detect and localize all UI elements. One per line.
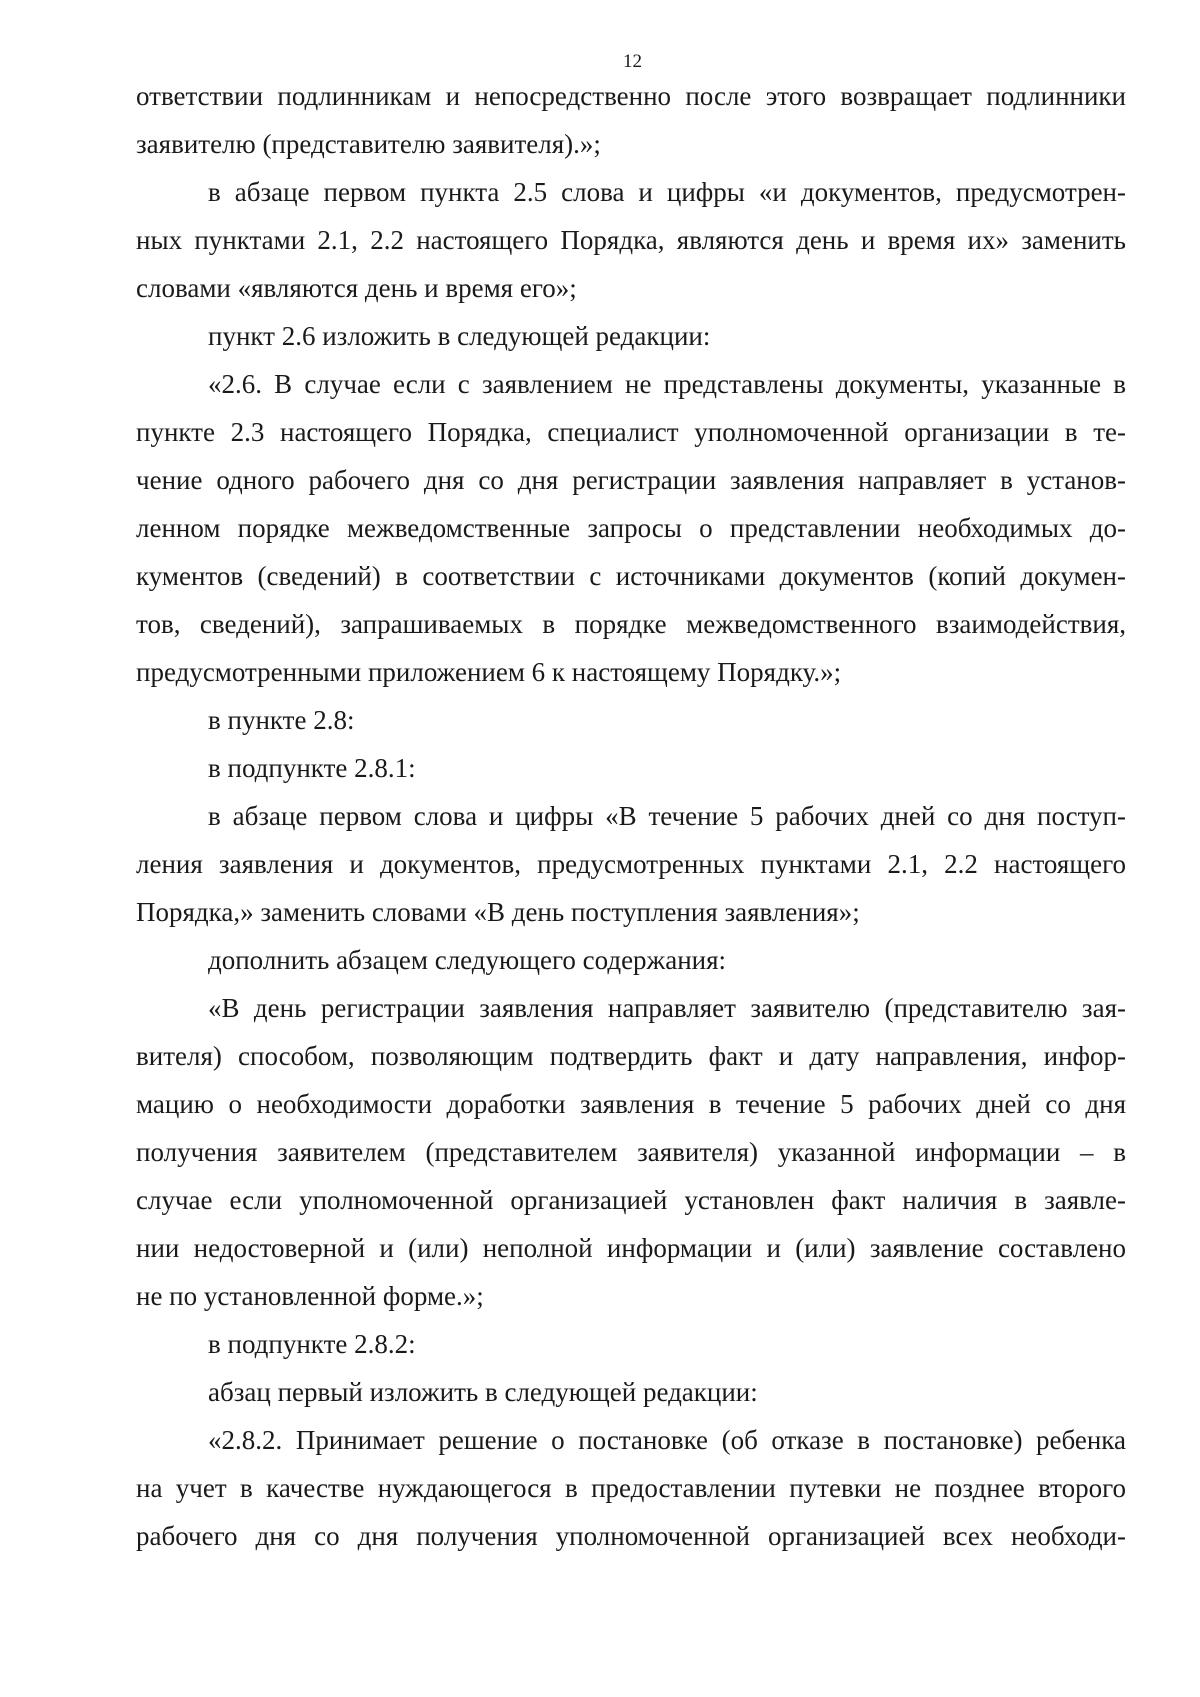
page-number: 12 <box>623 51 642 72</box>
text-line: вителя) способом, позволяющим подтвердить факт и дату направления, инфор- <box>136 1041 1126 1071</box>
text-line: заявителю (представителю заявителя).»; <box>136 129 601 159</box>
text-line: ных пунктами 2.1, 2.2 настоящего Порядка, являются день и время их» заменить <box>136 225 1126 255</box>
text-line: в пункте 2.8: <box>208 705 355 735</box>
text-line: пункте 2.3 настоящего Порядка, специалист уполномоченной организации в те- <box>136 417 1126 447</box>
text-line: ленном порядке межведомственные запросы о представлении необходимых до- <box>136 513 1126 543</box>
text-line: «В день регистрации заявления направляет заявителю (представителю зая- <box>208 993 1126 1023</box>
text-line: в подпункте 2.8.2: <box>208 1329 416 1359</box>
text-line: случае если уполномоченной организацией установлен факт наличия в заявле- <box>136 1185 1126 1215</box>
text-line: на учет в качестве нуждающегося в предоставлении путевки не позднее второго <box>136 1473 1126 1503</box>
text-line: дополнить абзацем следующего содержания: <box>208 945 727 975</box>
text-line: в абзаце первом пункта 2.5 слова и цифры «и документов, предусмотрен- <box>208 177 1126 207</box>
text-line: в абзаце первом слова и цифры «В течение 5 рабочих дней со дня поступ- <box>208 801 1126 831</box>
text-line: мацию о необходимости доработки заявления в течение 5 рабочих дней со дня <box>136 1089 1126 1119</box>
text-line: словами «являются день и время его»; <box>136 273 577 303</box>
text-line: ления заявления и документов, предусмотренных пунктами 2.1, 2.2 настоящего <box>136 849 1126 879</box>
text-line: в подпункте 2.8.1: <box>208 753 416 783</box>
document-body <box>136 72 1126 1560</box>
text-line: рабочего дня со дня получения уполномоченной организацией всех необходи- <box>136 1521 1126 1551</box>
text-line: нии недостоверной и (или) неполной информации и (или) заявление составлено <box>136 1233 1126 1263</box>
text-line: «2.8.2. Принимает решение о постановке (об отказе в постановке) ребенка <box>208 1425 1126 1455</box>
text-line: Порядка,» заменить словами «В день поступления заявления»; <box>136 897 860 927</box>
text-line: получения заявителем (представителем заявителя) указанной информации – в <box>136 1137 1126 1167</box>
text-line: пункт 2.6 изложить в следующей редакции: <box>208 321 711 351</box>
text-line: ответствии подлинникам и непосредственно после этого возвращает подлинники <box>136 81 1126 111</box>
text-line: абзац первый изложить в следующей редакции: <box>208 1377 758 1407</box>
text-line: «2.6. В случае если с заявлением не представлены документы, указанные в <box>208 369 1126 399</box>
text-line: тов, сведений), запрашиваемых в порядке межведомственного взаимодействия, <box>136 609 1126 639</box>
text-line: не по установленной форме.»; <box>136 1281 484 1311</box>
text-line: чение одного рабочего дня со дня регистрации заявления направляет в установ- <box>136 465 1126 495</box>
text-line: кументов (сведений) в соответствии с источниками документов (копий докумен- <box>136 561 1126 591</box>
text-line: предусмотренными приложением 6 к настоящему Порядку.»; <box>136 657 842 687</box>
